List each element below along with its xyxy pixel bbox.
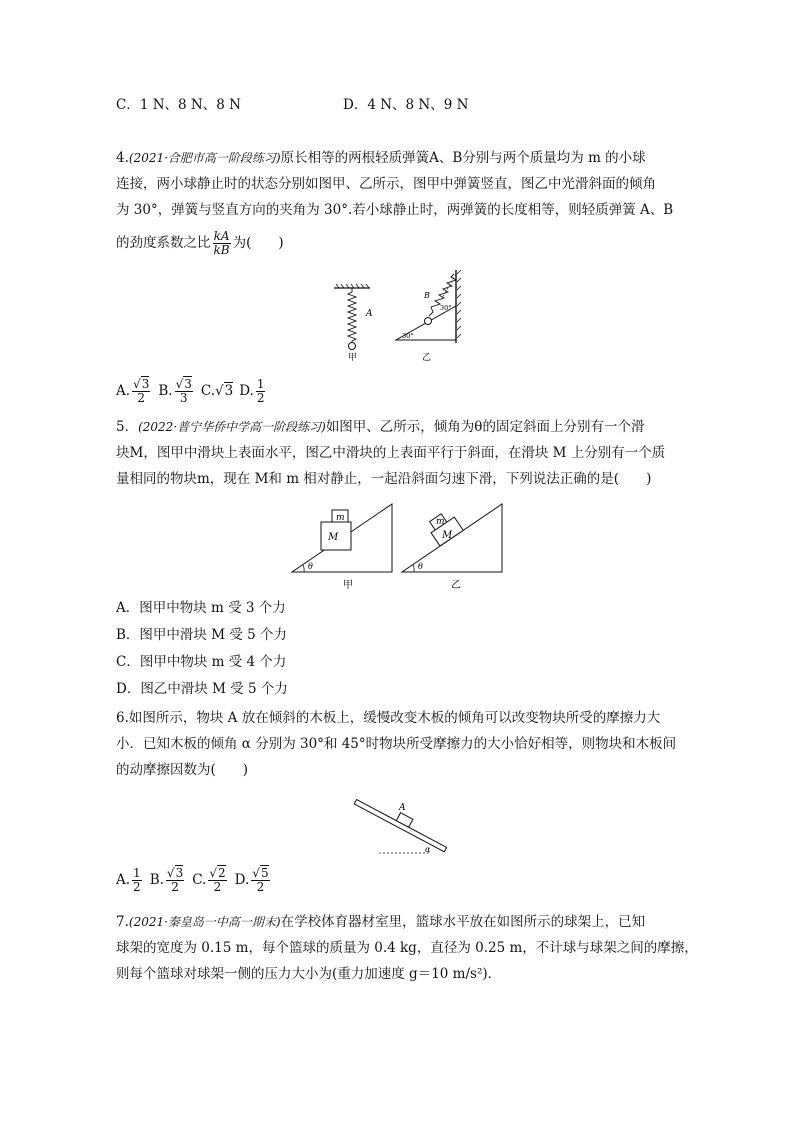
q6-line-3: 的动摩擦因数为( )	[116, 762, 249, 778]
q4-text-4b: 为( )	[232, 235, 284, 251]
q6-fig-alpha: α	[425, 845, 431, 854]
q4-line-3: 为 30°，弹簧与竖直方向的夹角为 30°.若小球静止时，两弹簧的长度相等，则轻质弹簧 A、B	[116, 202, 674, 218]
q5-line-2: 块M，图甲中滑块上表面水平，图乙中滑块的上表面平行于斜面，在滑块 M 上分别有一个质	[116, 445, 666, 461]
q3-option-c: C．1 N、8 N、8 N	[116, 97, 241, 113]
q4-line-1	[116, 148, 646, 168]
q4-ratio-num: kA	[213, 229, 230, 243]
svg-text:θ: θ	[418, 562, 423, 571]
q4-fig-angle-2: 30°	[402, 332, 414, 340]
q4-fig-caption-jia: 甲	[348, 353, 358, 363]
q5-option-a: A．图甲中物块 m 受 3 个力	[116, 600, 286, 616]
q5-figure	[288, 500, 508, 592]
q7-source: (2021·秦皇岛一中高一期末)	[128, 915, 281, 929]
q4-figure-jia	[334, 284, 373, 363]
svg-text:θ: θ	[308, 562, 313, 571]
q6-option-b: B. $\frac{√3}{2}$	[149, 865, 184, 894]
q4-line-4	[116, 230, 284, 257]
q4-source: (2021·合肥市高一阶段练习)	[128, 151, 281, 165]
q4-option-a: A. $\frac{√3}{2}$	[116, 376, 150, 405]
q5-source: (2022·普宁华侨中学高一阶段练习)	[138, 420, 326, 434]
svg-text:m: m	[336, 513, 345, 523]
svg-text:甲: 甲	[343, 580, 353, 591]
q4-option-b: B. $\frac{√3}{3}$	[158, 376, 192, 405]
q7-line-1	[116, 912, 645, 932]
svg-text:乙: 乙	[451, 580, 461, 591]
q4-text-1: 原长相等的两根轻质弹簧A、B分别与两个质量均为 m 的小球	[280, 150, 646, 166]
q4-fig-label-b: B	[424, 291, 430, 300]
q6-option-c: C. $\frac{√2}{2}$	[192, 865, 226, 894]
q5-figure-jia	[292, 504, 392, 591]
q3-option-d: D．4 N、8 N、9 N	[343, 97, 469, 113]
q5-number: 5．	[116, 419, 139, 435]
q4-ratio-fraction	[213, 230, 231, 257]
q4-option-c: C.√3	[200, 383, 234, 399]
q6-figure	[345, 788, 450, 858]
q4-option-d: D. $\frac{1}{2}$	[239, 376, 265, 405]
q7-line-2: 球架的宽度为 0.15 m，每个篮球的质量为 0.4 kg，直径为 0.25 m，不计球与球架之间的摩擦，	[116, 940, 698, 956]
q4-fig-caption-yi: 乙	[422, 353, 432, 363]
svg-text:m: m	[436, 517, 445, 527]
q4-figure-yi	[396, 270, 461, 363]
q4-figure	[330, 268, 470, 368]
spring-a	[348, 288, 356, 343]
q4-number: 4.	[116, 150, 129, 166]
q5-line-3: 量相同的物块m，现在 M和 m 相对静止，一起沿斜面匀速下滑，下列说法正确的是( )	[116, 471, 652, 487]
q4-ratio-den: kB	[213, 243, 230, 257]
q4-options	[116, 376, 273, 406]
q4-line-2: 连接，两小球静止时的状态分别如图甲、乙所示，图甲中弹簧竖直，图乙中光滑斜面的倾角	[116, 176, 656, 192]
svg-text:M: M	[442, 530, 453, 541]
q5-line-1	[116, 417, 644, 437]
q6-line-1: 6.如图所示，物块 A 放在倾斜的木板上，缓慢改变木板的倾角可以改变物块所受的摩擦力大	[116, 710, 661, 726]
q4-fig-angle-1: 30°	[440, 304, 452, 312]
q5-option-d: D．图乙中滑块 M 受 5 个力	[116, 681, 288, 697]
svg-text:M: M	[328, 532, 339, 543]
q7-text-1: 在学校体育器材室里，篮球水平放在如图所示的球架上，已知	[280, 914, 646, 930]
q5-option-c: C．图甲中物块 m 受 4 个力	[116, 654, 287, 670]
q4-text-4a: 的劲度系数之比	[116, 235, 211, 251]
q7-number: 7.	[116, 914, 129, 930]
q6-options	[116, 862, 278, 898]
q5-text-1: 如图甲、乙所示，倾角为θ的固定斜面上分别有一个滑	[325, 419, 645, 435]
q6-fig-label-a: A	[399, 803, 406, 813]
q5-figure-yi	[402, 504, 502, 591]
q6-option-d: D. $\frac{√5}{2}$	[234, 865, 269, 894]
q4-fig-label-a: A	[366, 309, 373, 319]
q5-option-b: B．图甲中滑块 M 受 5 个力	[116, 627, 287, 643]
q6-option-a: A. $\frac{1}{2}$	[116, 865, 141, 894]
q7-line-3: 则每个篮球对球架一侧的压力大小为(重力加速度 g＝10 m/s²)．	[116, 966, 502, 982]
q6-line-2: 小．已知木板的倾角 α 分别为 30°和 45°时物块所受摩擦力的大小恰好相等，则物块和木板间	[116, 736, 677, 752]
